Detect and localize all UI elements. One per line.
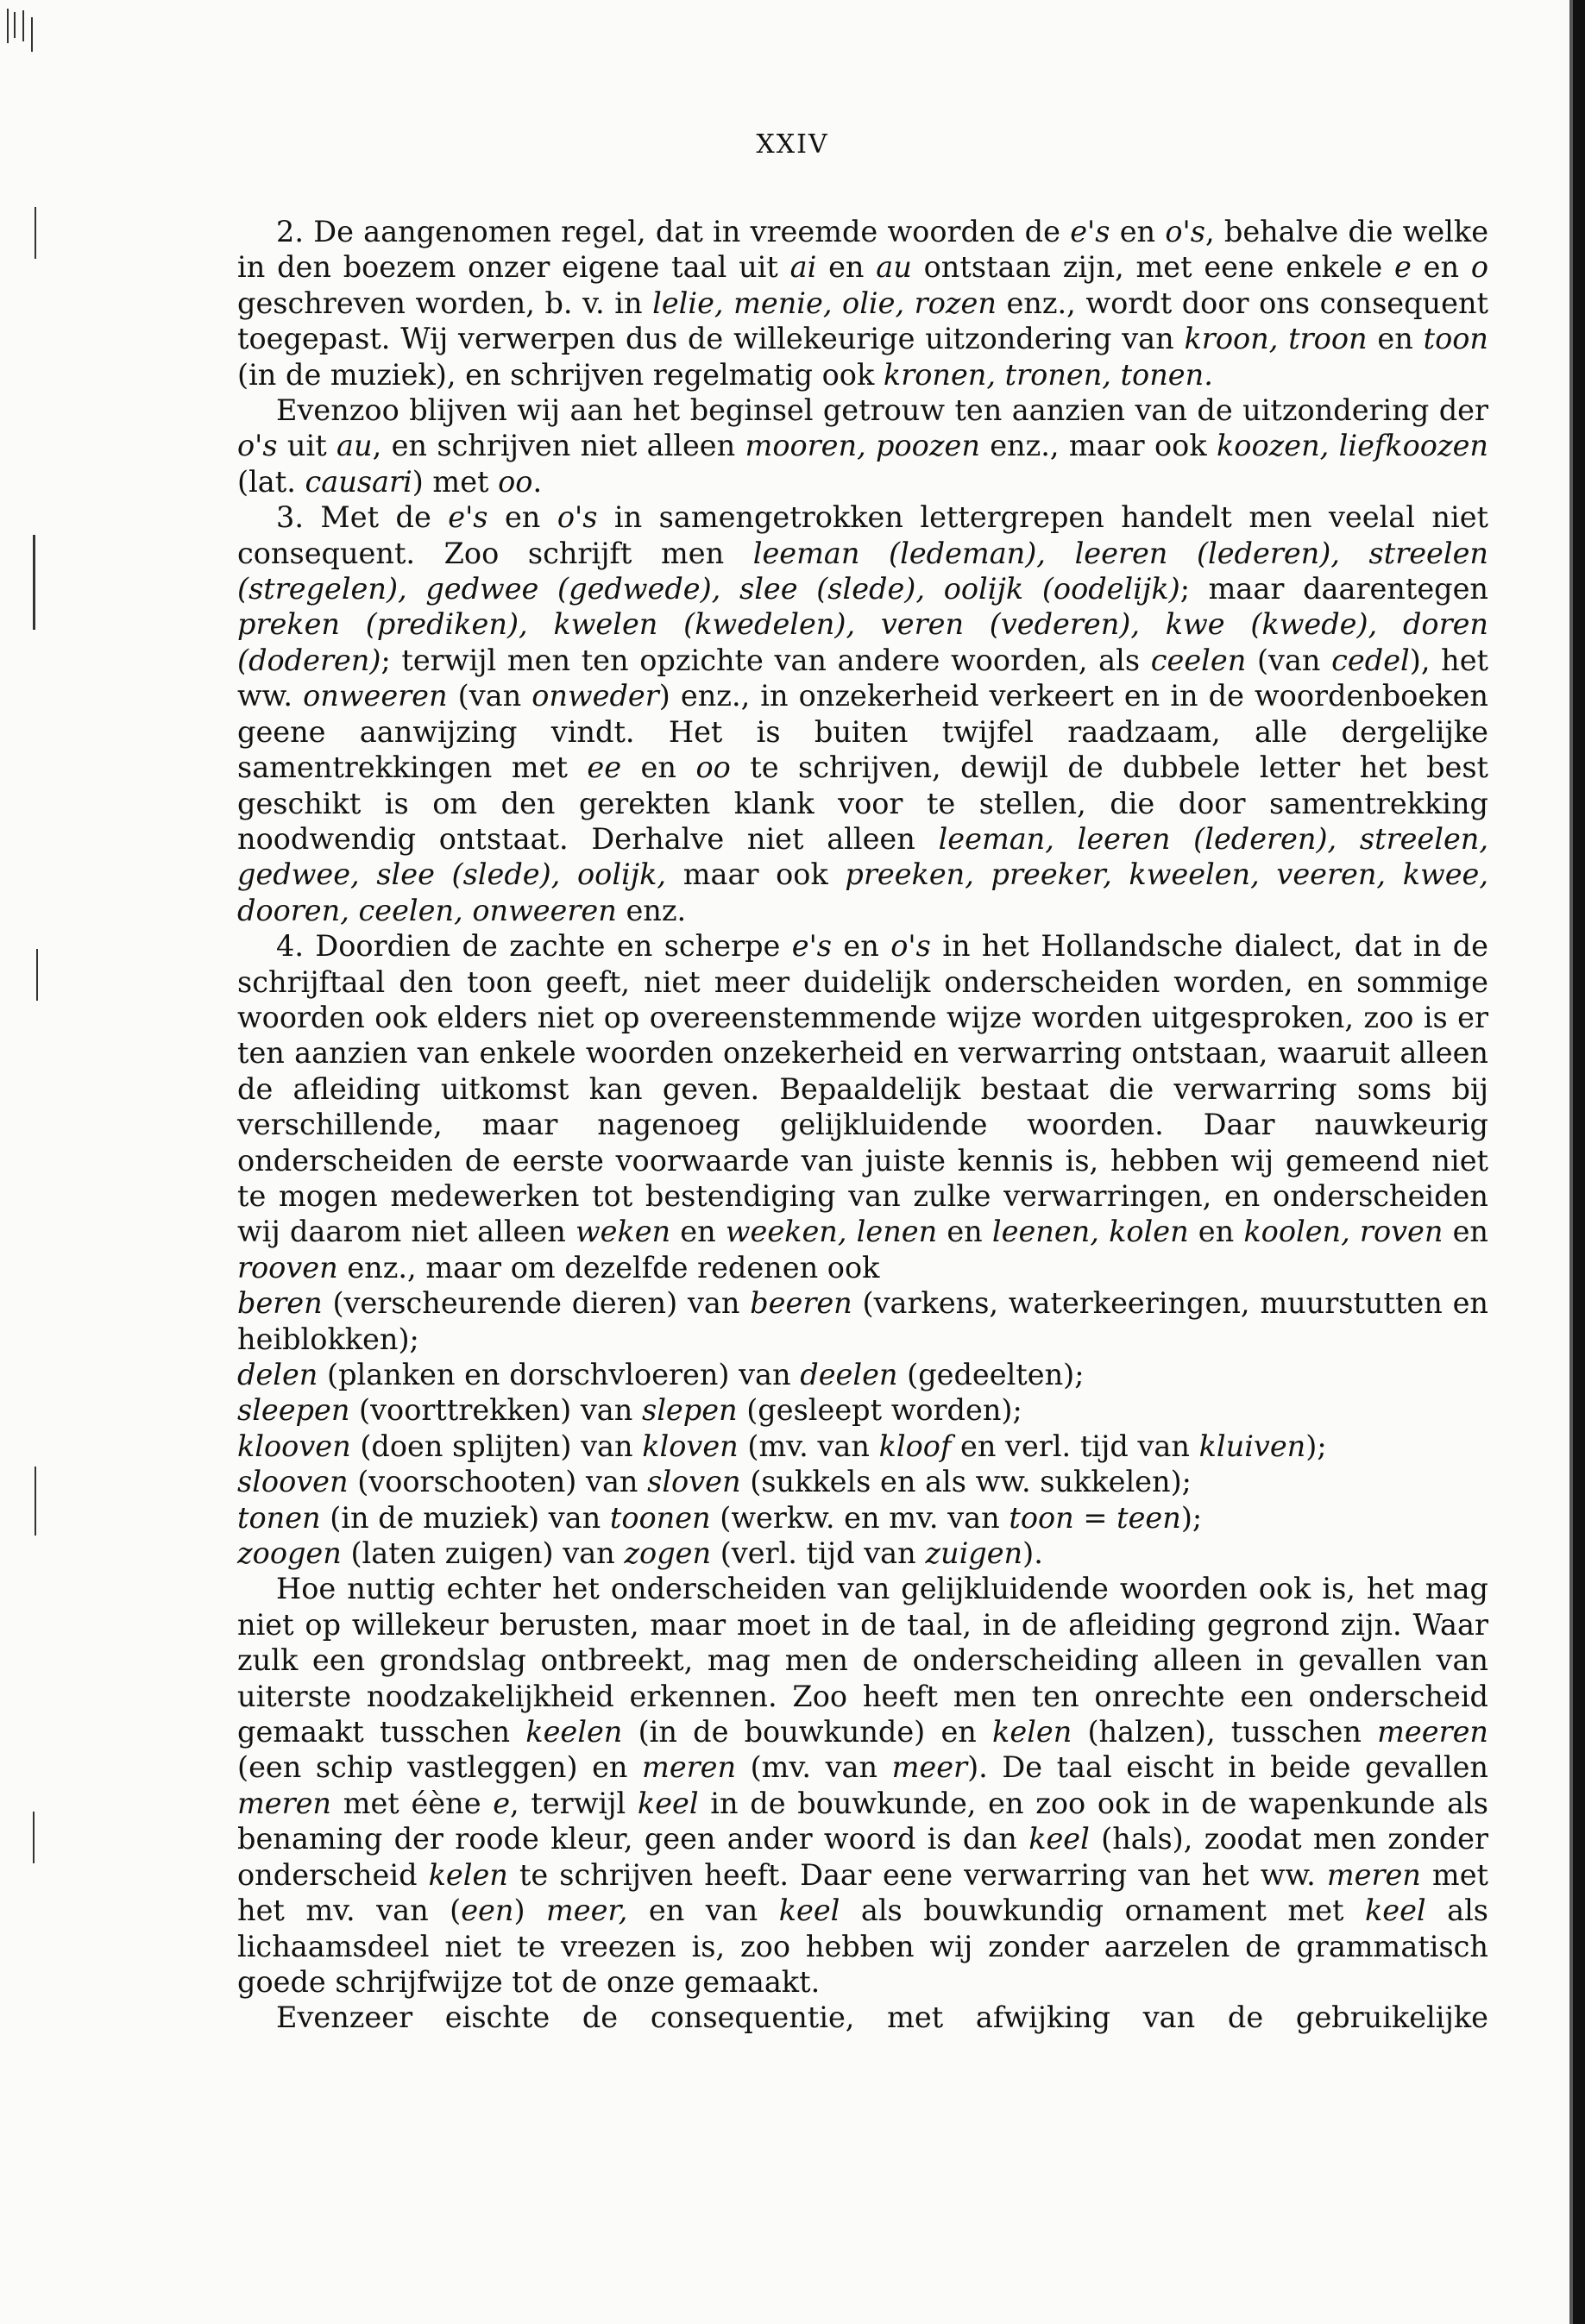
word-pair-tonen: tonen (in de muziek) van toonen (werkw. en mv. van toon = teen); (237, 1500, 1203, 1535)
word-pair-delen: delen (planken en dorschvloeren) van deelen (gedeelten); (237, 1358, 1085, 1391)
paragraph-5: Hoe nuttig echter het onderscheiden van gelijkluidende woorden ook is, het mag niet op willekeur berusten, maar moet in de taal, in de afleiding gegrond zijn. Waar zulk een grondslag ontbreekt, mag men de onderscheiding alleen in gevallen van uiterste noodzakelijkheid erkennen. Zoo heeft men ten onrechte een onderscheid gemaakt tusschen keelen (in de bouwkunde) en kelen (halzen), tusschen meeren (een schip vastleggen) en meren (mv. van meer). De taal eischt in beide gevallen meren met éène e, terwijl keel in de bouwkunde, en zoo ook in de wapenkunde als benaming der roode kleur, geen ander woord is dan keel (hals), zoodat men zonder onderscheid kelen te schrijven heeft. Daar eene verwarring van het ww. meren met het mv. van (een) meer, en van keel als bouwkundig ornament met keel als lichaamsdeel niet te vreezen is, zoo hebben wij zonder aarzelen de grammatisch goede schrijfwijze tot de onze gemaakt. (237, 1572, 1489, 1999)
paragraph-2-continued: Evenzoo blijven wij aan het beginsel getrouw ten aanzien van de uitzondering der o's uit au, en schrijven niet alleen mooren, poozen enz., maar ook koozen, liefkoozen (lat. causari) met oo. (237, 393, 1489, 499)
page-number: XXIV (756, 129, 829, 160)
scan-border-shadow (1569, 0, 1573, 2324)
body-text (237, 214, 1488, 2036)
word-pair-slooven: slooven (voorschooten) van sloven (sukkels en als ww. sukkelen); (237, 1465, 1192, 1499)
word-pair-sleepen: sleepen (voorttrekken) van slepen (gesleept worden); (237, 1393, 1022, 1428)
scan-border-right (1573, 0, 1585, 2324)
word-pair-beren: beren (verscheurende dieren) van beeren (varkens, waterkeeringen, muurstutten en heiblokken); (237, 1286, 1489, 1356)
paragraph-6: Evenzeer eischte de consequentie, met afwijking van de gebruikelijke (276, 2001, 1488, 2035)
margin-scan-marks (0, 0, 52, 2324)
paragraph-2: 2. De aangenomen regel, dat in vreemde woorden de e's en o's, behalve die welke in den boezem onzer eigene taal uit ai en au ontstaan zijn, met eene enkele e en o geschreven worden, b. v. in lelie, menie, olie, rozen enz., wordt door ons consequent toegepast. Wij verwerpen dus de willekeurige uitzondering van kroon, troon en toon (in de muziek), en schrijven regelmatig ook kronen, tronen, tonen. (237, 215, 1489, 392)
paragraph-4: 4. Doordien de zachte en scherpe e's en o's in het Hollandsche dialect, dat in de schrijftaal den toon geeft, niet meer duidelijk onderscheiden worden, en sommige woorden ook elders niet op overeenstemmende wijze worden uitgesproken, zoo is er ten aanzien van enkele woorden onzekerheid en verwarring ontstaan, waaruit alleen de afleiding uitkomst kan geven. Bepaaldelijk bestaat die verwarring soms bij verschillende, maar nagenoeg gelijkluidende woorden. Daar nauwkeurig onderscheiden de eerste voorwaarde van juiste kennis is, hebben wij gemeend niet te mogen medewerken tot bestendiging van zulke verwarringen, en onderscheiden wij daarom niet alleen weken en weeken, lenen en leenen, kolen en koolen, roven en rooven enz., maar om dezelfde redenen ook (237, 929, 1488, 1284)
paragraph-3: 3. Met de e's en o's in samengetrokken lettergrepen handelt men veelal niet consequent. Zoo schrijft men leeman (ledeman), leeren (lederen), streelen (stregelen), gedwee (gedwede), slee (slede), oolijk (oodelijk); maar daarentegen preken (prediken), kwelen (kwedelen), veren (vederen), kwe (kwede), doren (doderen); terwijl men ten opzichte van andere woorden, als ceelen (van cedel), het ww. onweeren (van onweder) enz., in onzekerheid verkeert en in de woordenboeken geene aanwijzing vindt. Het is buiten twijfel raadzaam, alle dergelijke samentrekkingen met ee en oo te schrijven, dewijl de dubbele letter het best geschikt is om den gerekten klank voor te stellen, die door samentrekking noodwendig ontstaat. Derhalve niet alleen leeman, leeren (lederen), streelen, gedwee, slee (slede), oolijk, maar ook preeken, preeker, kweelen, veeren, kwee, dooren, ceelen, onweeren enz. (237, 500, 1489, 927)
word-pair-klooven: klooven (doen splijten) van kloven (mv. van kloof en verl. tijd van kluiven); (237, 1429, 1327, 1463)
word-pair-zoogen: zoogen (laten zuigen) van zogen (verl. tijd van zuigen). (237, 1536, 1043, 1571)
